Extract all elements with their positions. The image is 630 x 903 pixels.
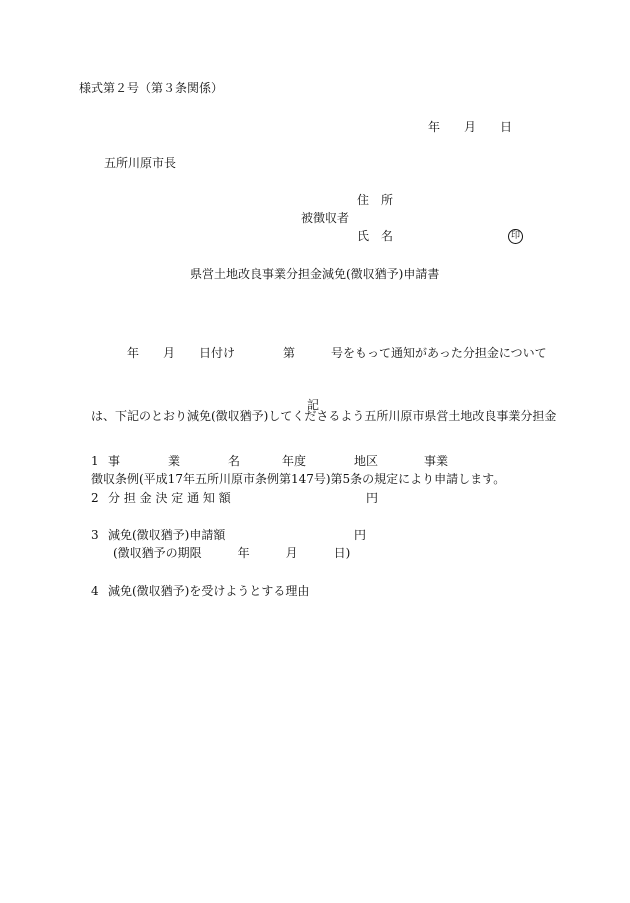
item-1-number: 1 (91, 454, 99, 468)
item-2-unit: 円 (366, 491, 379, 505)
address-label: 住 所 (357, 193, 394, 207)
item-1-label: 事 業 名 (108, 454, 241, 468)
body-paragraph (91, 301, 557, 511)
item-4-number: 4 (91, 584, 99, 598)
item-1-district: 地区 (354, 454, 379, 468)
form-number: 様式第２号（第３条関係） (79, 81, 224, 95)
body-line-2: は、下記のとおり減免(徴収猶予)してくださるよう五所川原市県営土地改良事業分担金 (91, 409, 557, 423)
applicant-role-label: 被徴収者 (301, 211, 350, 225)
name-label: 氏 名 (357, 229, 394, 243)
item-4-label: 減免(徴収猶予)を受けようとする理由 (108, 584, 310, 598)
item-3-number: 3 (91, 528, 99, 542)
item-3-unit: 円 (354, 528, 367, 542)
body-line-1: 年 月 日付け 第 号をもって通知があった分担金について (127, 346, 547, 360)
item-3-period: (徴収猶予の期限 年 月 日) (113, 546, 351, 560)
date-line: 年 月 日 (428, 120, 513, 134)
addressee: 五所川原市長 (104, 156, 177, 170)
item-1-year: 年度 (282, 454, 307, 468)
seal-mark: 印 (508, 229, 523, 244)
item-3-label: 減免(徴収猶予)申請額 (108, 528, 226, 542)
item-1-project: 事業 (424, 454, 449, 468)
item-2-number: 2 (91, 491, 99, 505)
document-title: 県営土地改良事業分担金減免(徴収猶予)申請書 (190, 267, 440, 281)
item-2-label: 分 担 金 決 定 通 知 額 (108, 491, 231, 505)
ki-heading: 記 (307, 398, 320, 412)
body-line-3: 徴収条例(平成17年五所川原市条例第147号)第5条の規定により申請します。 (91, 472, 506, 486)
